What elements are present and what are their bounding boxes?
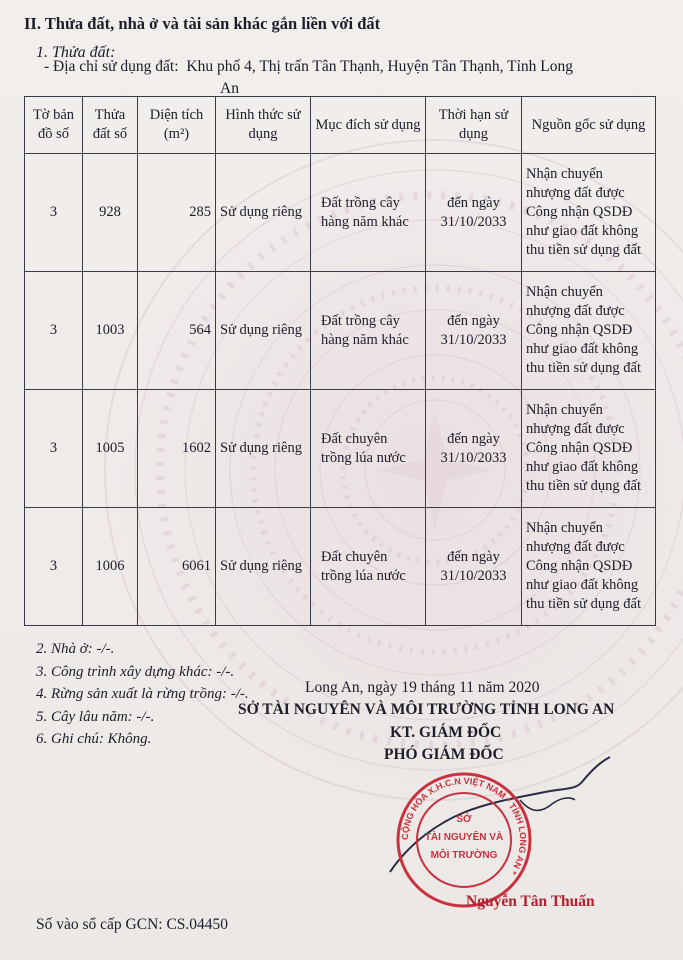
cell-usage-term [426, 154, 522, 272]
cell-usage-term [426, 272, 522, 390]
cell-usage-purpose: Đất trồng cây hàng năm khác [311, 154, 426, 272]
cell-map-sheet: 3 [25, 390, 83, 508]
cell-usage-purpose: Đất chuyên trồng lúa nước [311, 508, 426, 626]
address [44, 56, 573, 97]
header-usage-form: Hình thức sử dụng [216, 97, 311, 154]
official-seal [394, 770, 534, 910]
cell-usage-origin: Nhận chuyển nhượng đất được Công nhận QSDĐ như giao đất không thu tiền sử dụng đất [522, 508, 656, 626]
table-row [25, 508, 656, 626]
issue-date-line: Long An, ngày 19 tháng 11 năm 2020 [305, 679, 540, 696]
address-line-2: An [220, 80, 239, 97]
cell-usage-origin: Nhận chuyển nhượng đất được Công nhận QSDĐ như giao đất không thu tiền sử dụng đất [522, 272, 656, 390]
issuing-organization: SỞ TÀI NGUYÊN VÀ MÔI TRƯỜNG TỈNH LONG AN [238, 701, 615, 718]
cell-parcel-number: 1003 [83, 272, 138, 390]
header-area: Diện tích (m²) [138, 97, 216, 154]
cell-usage-origin: Nhận chuyển nhượng đất được Công nhận QSDĐ như giao đất không thu tiền sử dụng đất [522, 154, 656, 272]
header-usage-purpose: Mục đích sử dụng [311, 97, 426, 154]
cell-map-sheet: 3 [25, 272, 83, 390]
item-perennial: 5. Cây lâu năm: -/-. [36, 708, 155, 725]
cell-area: 6061 [138, 508, 216, 626]
address-label: - Địa chỉ sử dụng đất: [44, 58, 179, 75]
cell-usage-form: Sử dụng riêng [216, 272, 311, 390]
item-forest: 4. Rừng sản xuất là rừng trồng: -/-. [36, 686, 249, 702]
signer-title-1: KT. GIÁM ĐỐC [390, 724, 502, 741]
item-note: 6. Ghi chú: Không. [36, 731, 152, 747]
header-usage-origin: Nguồn gốc sử dụng [522, 97, 656, 154]
table-row [25, 390, 656, 508]
cell-usage-form: Sử dụng riêng [216, 154, 311, 272]
cell-map-sheet: 3 [25, 508, 83, 626]
cell-usage-form: Sử dụng riêng [216, 390, 311, 508]
cell-parcel-number: 928 [83, 154, 138, 272]
term-text: đến ngày 31/10/2033 [440, 430, 507, 466]
header-map-sheet: Tờ bản đồ số [25, 97, 83, 154]
cell-area: 564 [138, 272, 216, 390]
item-house: 2. Nhà ở: -/-. [36, 641, 115, 657]
other-assets-list [36, 638, 249, 751]
seal-ring-text: CỘNG HÒA X.H.C.N VIỆT NAM * TỈNH LONG AN * [399, 775, 529, 877]
signer-name: Nguyễn Tân Thuấn [466, 893, 595, 910]
seal-center-line-2: TÀI NGUYÊN VÀ [424, 832, 504, 843]
address-line-1: Khu phố 4, Thị trấn Tân Thạnh, Huyện Tân Thạnh, Tỉnh Long [186, 58, 573, 75]
cell-usage-purpose: Đất trồng cây hàng năm khác [311, 272, 426, 390]
signer-title-2: PHÓ GIÁM ĐỐC [384, 746, 504, 763]
table-row [25, 272, 656, 390]
seal-center-line-1: SỞ [456, 814, 472, 825]
land-heading: 1. Thửa đất: [36, 44, 116, 61]
term-text: đến ngày 31/10/2033 [440, 312, 507, 348]
cell-parcel-number: 1005 [83, 390, 138, 508]
cell-usage-origin: Nhận chuyển nhượng đất được Công nhận QSDĐ như giao đất không thu tiền sử dụng đất [522, 390, 656, 508]
cell-usage-term [426, 390, 522, 508]
cell-area: 1602 [138, 390, 216, 508]
header-usage-term: Thời hạn sử dụng [426, 97, 522, 154]
cell-parcel-number: 1006 [83, 508, 138, 626]
term-text: đến ngày 31/10/2033 [440, 548, 507, 584]
cell-usage-form: Sử dụng riêng [216, 508, 311, 626]
cell-map-sheet: 3 [25, 154, 83, 272]
cell-usage-term [426, 508, 522, 626]
item-other-works: 3. Công trình xây dựng khác: -/-. [36, 663, 235, 680]
cell-area: 285 [138, 154, 216, 272]
registry-number: Số vào sổ cấp GCN: CS.04450 [36, 916, 229, 933]
table-header-row [25, 97, 656, 154]
cell-usage-purpose: Đất chuyên trồng lúa nước [311, 390, 426, 508]
section-title: II. Thửa đất, nhà ở và tài sản khác gắn liền với đất [24, 14, 381, 33]
header-parcel-number: Thửa đất số [83, 97, 138, 154]
table-row [25, 154, 656, 272]
term-text: đến ngày 31/10/2033 [440, 194, 507, 230]
land-parcel-table [24, 96, 656, 626]
seal-center-line-3: MÔI TRƯỜNG [430, 850, 498, 861]
